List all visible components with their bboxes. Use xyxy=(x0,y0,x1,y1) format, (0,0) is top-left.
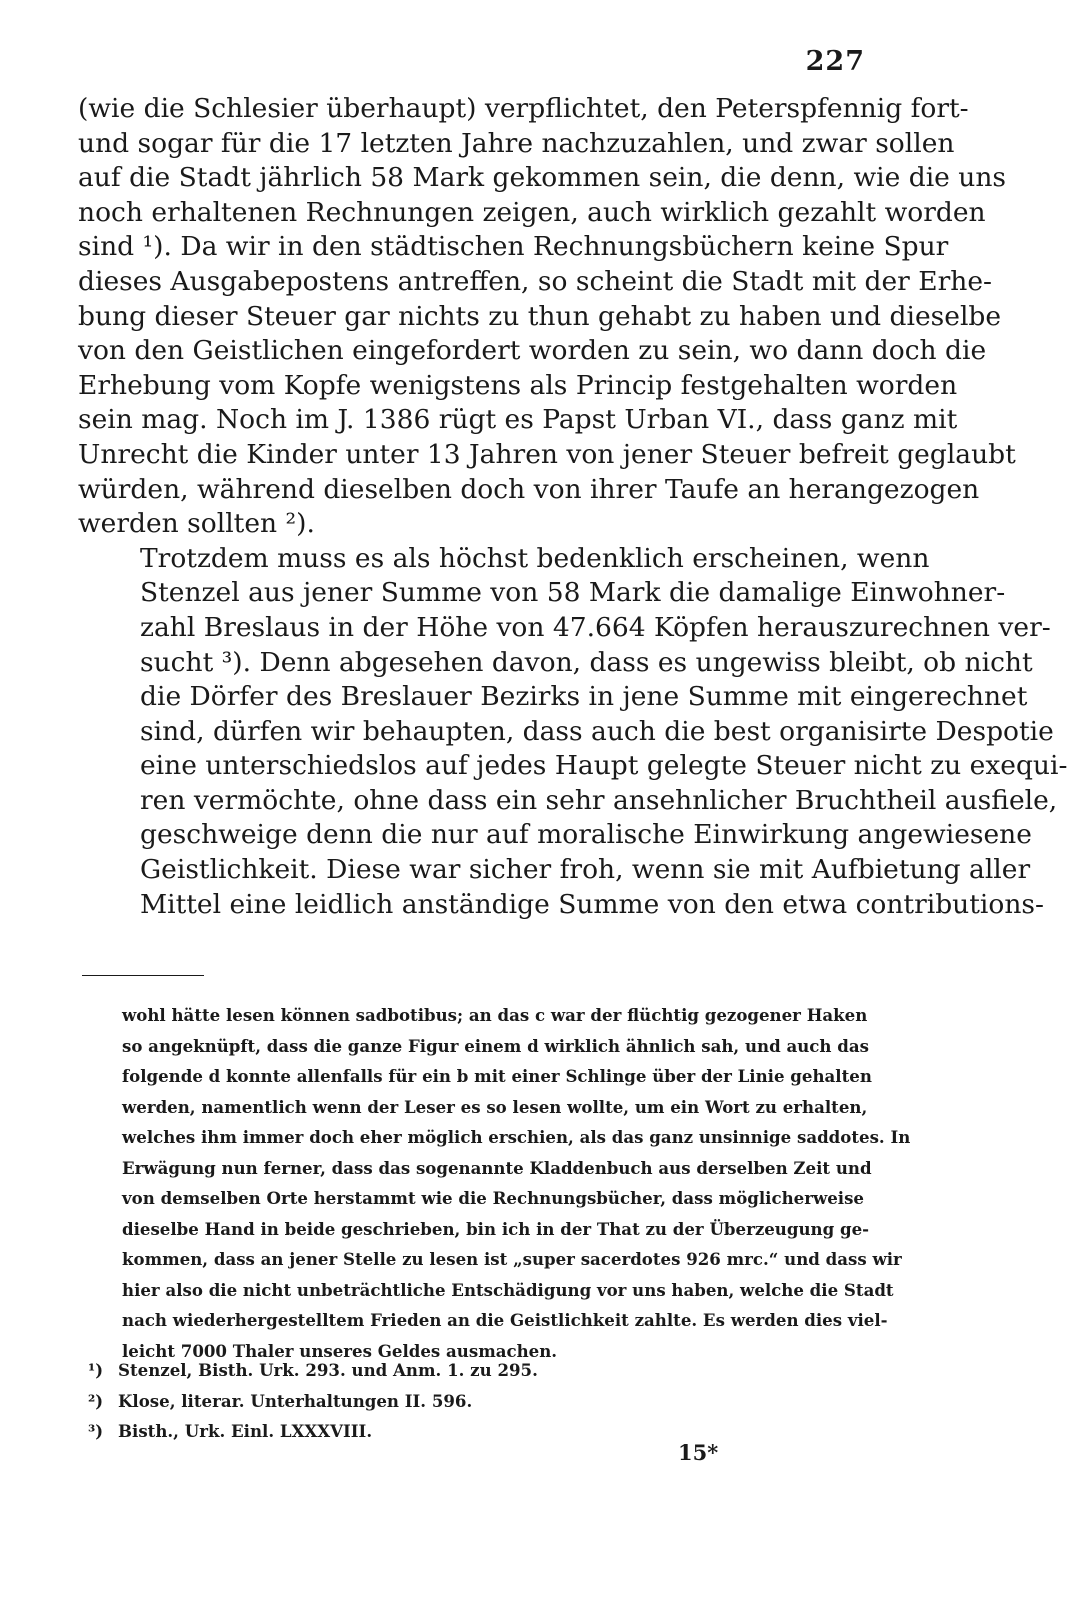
text-line: würden, während dieselben doch von ihrer Taufe an herangezogen xyxy=(78,473,980,505)
page-number: 227 xyxy=(805,46,865,77)
text-line: ren vermöchte, ohne dass ein sehr ansehnlicher Bruchtheil ausfiele, xyxy=(140,784,1058,816)
footnote-continuation xyxy=(122,1000,911,1366)
footnote-3-text: Bisth., Urk. Einl. LXXXVIII. xyxy=(118,1421,373,1441)
text-line: (wie die Schlesier überhaupt) verpflichtet, den Peterspfennig fort- xyxy=(78,93,969,124)
footnote-line: wohl hätte lesen können sadbotibus; an das c war der flüchtig gezogener Haken xyxy=(122,1005,868,1025)
footnote-line: so angeknüpft, dass die ganze Figur einem d wirklich ähnlich sah, und auch das xyxy=(122,1035,869,1056)
signature-mark: 15* xyxy=(678,1440,719,1465)
main-text xyxy=(78,92,1067,922)
footnote-3-mark: ³) xyxy=(88,1421,104,1441)
footnote-line: kommen, dass an jener Stelle zu lesen ist „super sacerdotes 926 mrc.“ und dass wir xyxy=(122,1249,902,1269)
text-line: noch erhaltenen Rechnungen zeigen, auch wirklich gezahlt worden xyxy=(78,196,986,228)
text-line: dieses Ausgabepostens antreffen, so scheint die Stadt mit der Erhe- xyxy=(78,265,992,297)
footnote-1-mark: ¹) xyxy=(88,1360,104,1380)
text-line: und sogar für die 17 letzten Jahre nachzuzahlen, und zwar sollen xyxy=(78,127,955,159)
text-line: werden sollten ²). xyxy=(78,508,315,540)
text-line: Stenzel aus jener Summe von 58 Mark die damalige Einwohner- xyxy=(140,577,1006,609)
text-line: Geistlichkeit. Diese war sicher froh, wenn sie mit Aufbietung aller xyxy=(140,854,1031,886)
text-line: sucht ³). Denn abgesehen davon, dass es ungewiss bleibt, ob nicht xyxy=(140,646,1033,678)
footnote-line: von demselben Orte herstammt wie die Rechnungsbücher, dass möglicherweise xyxy=(122,1188,864,1208)
footnote-1 xyxy=(88,1360,538,1380)
text-line: Trotzdem muss es als höchst bedenklich erscheinen, wenn xyxy=(140,542,930,574)
footnote-separator xyxy=(82,975,204,976)
text-line: auf die Stadt jährlich 58 Mark gekommen sein, die denn, wie die uns xyxy=(78,162,1007,194)
footnote-line: hier also die nicht unbeträchtliche Entschädigung vor uns haben, welche die Stadt xyxy=(122,1279,894,1300)
footnote-line: werden, namentlich wenn der Leser es so lesen wollte, um ein Wort zu erhalten, xyxy=(122,1096,868,1117)
footnote-line: Erwägung nun ferner, dass das sogenannte Kladdenbuch aus derselben Zeit und xyxy=(122,1157,872,1178)
text-line: Mittel eine leidlich anständige Summe von den etwa contributions- xyxy=(140,888,1044,920)
footnote-line: nach wiederhergestelltem Frieden an die Geistlichkeit zahlte. Es werden dies viel- xyxy=(122,1310,888,1330)
text-line: Erhebung vom Kopfe wenigstens als Princip festgehalten worden xyxy=(78,369,958,401)
text-line: Unrecht die Kinder unter 13 Jahren von jener Steuer befreit geglaubt xyxy=(78,438,1016,470)
footnote-line: dieselbe Hand in beide geschrieben, bin ich in der That zu der Überzeugung ge- xyxy=(122,1218,870,1239)
footnote-2 xyxy=(88,1391,472,1411)
text-line: geschweige denn die nur auf moralische Einwirkung angewiesene xyxy=(140,819,1032,851)
footnote-line: welches ihm immer doch eher möglich erschien, als das ganz unsinnige saddotes. In xyxy=(122,1127,911,1147)
paragraph-1 xyxy=(78,92,1016,542)
footnote-1-text: Stenzel, Bisth. Urk. 293. und Anm. 1. zu 295. xyxy=(118,1360,538,1380)
footnote-line: folgende d konnte allenfalls für ein b mit einer Schlinge über der Linie gehalten xyxy=(122,1066,872,1086)
footnote-2-text: Klose, literar. Unterhaltungen II. 596. xyxy=(118,1391,473,1411)
text-line: zahl Breslaus in der Höhe von 47.664 Köpfen herauszurechnen ver- xyxy=(140,611,1051,643)
footnote-3 xyxy=(88,1421,372,1441)
text-line: von den Geistlichen eingefordert worden zu sein, wo dann doch die xyxy=(78,335,987,367)
text-line: sind, dürfen wir behaupten, dass auch die best organisirte Despotie xyxy=(140,715,1054,747)
footnote-line: leicht 7000 Thaler unseres Geldes ausmachen. xyxy=(122,1340,558,1361)
text-line: sind ¹). Da wir in den städtischen Rechnungsbüchern keine Spur xyxy=(78,231,949,263)
text-line: bung dieser Steuer gar nichts zu thun gehabt zu haben und dieselbe xyxy=(78,300,1002,332)
text-line: die Dörfer des Breslauer Bezirks in jene Summe mit eingerechnet xyxy=(140,681,1028,713)
text-line: sein mag. Noch im J. 1386 rügt es Papst Urban VI., dass ganz mit xyxy=(78,404,958,436)
footnote-2-mark: ²) xyxy=(88,1391,104,1411)
paragraph-2 xyxy=(78,542,1067,923)
text-line: eine unterschiedslos auf jedes Haupt gelegte Steuer nicht zu exequi- xyxy=(140,750,1067,782)
